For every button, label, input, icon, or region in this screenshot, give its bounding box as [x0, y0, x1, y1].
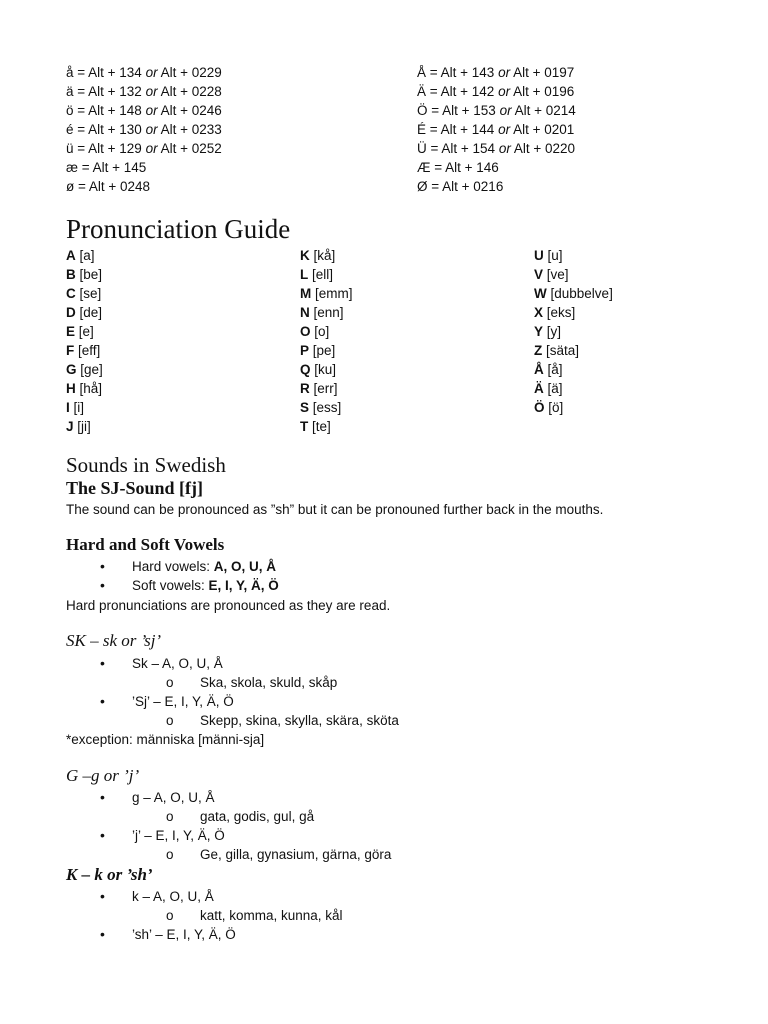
alt-code-line: æ = Alt + 145: [66, 160, 147, 175]
pronunciation: [kå]: [313, 248, 336, 263]
alt-code: Alt + 143: [440, 65, 495, 80]
or-word: or: [145, 122, 158, 137]
alt-code: Alt + 0233: [160, 122, 222, 137]
alt-code: Alt + 153: [442, 103, 496, 118]
pronunciation: [säta]: [546, 343, 580, 358]
sounds-heading: Sounds in Swedish: [66, 453, 226, 477]
alt-code-line: Ø = Alt + 0216: [417, 179, 504, 194]
alt-code: Alt + 0214: [514, 103, 576, 118]
character: å: [66, 65, 74, 80]
letter: I: [66, 400, 70, 415]
or-word: or: [145, 84, 158, 99]
alphabet-entry: [66, 379, 103, 398]
list-item: • ’Sj’ – E, I, Y, Ä, Ö: [66, 692, 399, 711]
pronunciation: [ä]: [547, 381, 563, 396]
sj-sound-heading: The SJ-Sound [fj]: [66, 478, 204, 498]
letter: U: [534, 248, 544, 263]
alphabet-entry: [300, 246, 353, 265]
alt-code: Alt + 130: [88, 122, 142, 137]
letter: S: [300, 400, 310, 415]
letter: R: [300, 381, 310, 396]
letter: W: [534, 286, 547, 301]
alt-code: Alt + 144: [440, 122, 495, 137]
vowels-list: [66, 557, 279, 595]
alt-code-line: ä = Alt + 132 or Alt + 0228: [66, 84, 222, 99]
pronunciation: [ess]: [312, 400, 342, 415]
alt-code: Alt + 0229: [160, 65, 222, 80]
letter: A: [66, 248, 76, 263]
letter: Ö: [534, 400, 545, 415]
pronunciation: [ell]: [312, 267, 334, 282]
hard-pronunciation-note: Hard pronunciations are pronounced as they are read.: [66, 598, 391, 613]
pronunciation: [enn]: [313, 305, 344, 320]
character: Ü: [417, 141, 427, 156]
character: ü: [66, 141, 74, 156]
alt-code-line: Å = Alt + 143 or Alt + 0197: [417, 65, 575, 80]
letter: D: [66, 305, 76, 320]
pronunciation: [pe]: [312, 343, 336, 358]
alphabet-column-2: [300, 246, 353, 436]
alt-code: Alt + 0216: [442, 179, 504, 194]
alt-codes-uppercase: [417, 63, 576, 196]
or-word: or: [145, 141, 158, 156]
exception-note: *exception: människa [männi-sja]: [66, 732, 265, 747]
letter: F: [66, 343, 75, 358]
alphabet-entry: [66, 341, 103, 360]
or-word: or: [498, 84, 511, 99]
alphabet-entry: [534, 284, 613, 303]
letter: P: [300, 343, 310, 358]
letter: X: [534, 305, 544, 320]
sk-list: [66, 654, 399, 730]
alphabet-entry: [534, 379, 613, 398]
character: ä: [66, 84, 74, 99]
alphabet-entry: [300, 360, 353, 379]
alphabet-entry: [300, 417, 353, 436]
or-word: or: [498, 65, 511, 80]
pronunciation: [eff]: [78, 343, 101, 358]
alt-code-line: ø = Alt + 0248: [66, 179, 151, 194]
pronunciation: [emm]: [315, 286, 353, 301]
alt-code-line: É = Alt + 144 or Alt + 0201: [417, 122, 575, 137]
pronunciation: [be]: [79, 267, 103, 282]
pronunciation: [ge]: [80, 362, 103, 377]
pronunciation: [ku]: [314, 362, 337, 377]
pronunciation: [å]: [547, 362, 563, 377]
list-item: • Sk – A, O, U, Å: [66, 654, 399, 673]
k-heading: K – k or ’sh’: [66, 865, 153, 884]
character: Å: [417, 65, 427, 80]
pronunciation: [a]: [79, 248, 95, 263]
alt-code-line: ö = Alt + 148 or Alt + 0246: [66, 103, 222, 118]
alphabet-column-1: [66, 246, 103, 436]
pronunciation: [ji]: [77, 419, 91, 434]
sub-list-item: o gata, godis, gul, gå: [66, 807, 391, 826]
character: Ä: [417, 84, 427, 99]
pronunciation: [u]: [547, 248, 563, 263]
alphabet-entry: [534, 341, 613, 360]
alt-code: Alt + 129: [88, 141, 142, 156]
letter: Y: [534, 324, 544, 339]
letter: C: [66, 286, 76, 301]
alt-code: Alt + 145: [92, 160, 147, 175]
alphabet-entry: [300, 341, 353, 360]
pronunciation: [e]: [78, 324, 94, 339]
alt-code: Alt + 132: [88, 84, 142, 99]
g-list: [66, 788, 391, 864]
g-heading: G –g or ’j’: [66, 766, 140, 785]
letter: Å: [534, 362, 544, 377]
letter: G: [66, 362, 77, 377]
pronunciation: [eks]: [546, 305, 576, 320]
alphabet-entry: [300, 398, 353, 417]
or-word: or: [498, 141, 511, 156]
list-item: [66, 576, 279, 595]
character: Ö: [417, 103, 428, 118]
character: Ø: [417, 179, 428, 194]
letter: O: [300, 324, 311, 339]
list-item: [66, 557, 279, 576]
alt-code-line: Ü = Alt + 154 or Alt + 0220: [417, 141, 576, 156]
or-word: or: [499, 103, 512, 118]
sub-list-item: o Ska, skola, skuld, skåp: [66, 673, 399, 692]
sj-sound-text: The sound can be pronounced as ”sh” but it can be pronouned further back in the mouths.: [66, 502, 604, 517]
k-list: [66, 887, 343, 944]
pronunciation: [ö]: [548, 400, 564, 415]
alphabet-entry: [66, 417, 103, 436]
list-item: • k – A, O, U, Å: [66, 887, 343, 906]
alphabet-entry: [66, 322, 103, 341]
alt-code: Alt + 142: [440, 84, 495, 99]
alt-code: Alt + 0246: [160, 103, 222, 118]
hard-vowels-value: A, O, U, Å: [213, 559, 277, 574]
alphabet-entry: [534, 246, 613, 265]
alphabet-entry: [66, 265, 103, 284]
character: æ: [66, 160, 79, 175]
alt-code: Alt + 134: [88, 65, 142, 80]
list-item: • ’sh’ – E, I, Y, Ä, Ö: [66, 925, 343, 944]
alt-code: Alt + 154: [441, 141, 496, 156]
alt-code: Alt + 0201: [513, 122, 575, 137]
alphabet-entry: [66, 303, 103, 322]
pronunciation: [hå]: [79, 381, 103, 396]
alt-code: Alt + 0220: [513, 141, 576, 156]
alt-code: Alt + 0197: [513, 65, 575, 80]
pronunciation: [se]: [79, 286, 102, 301]
pronunciation: [i]: [73, 400, 85, 415]
alt-code-line: Æ = Alt + 146: [417, 160, 499, 175]
sub-list-item: o Skepp, skina, skylla, skära, sköta: [66, 711, 399, 730]
alphabet-entry: [66, 246, 103, 265]
letter: K: [300, 248, 310, 263]
alt-code: Alt + 148: [88, 103, 142, 118]
letter: T: [300, 419, 309, 434]
character: Æ: [417, 160, 431, 175]
pronunciation-guide-title: Pronunciation Guide: [66, 214, 291, 244]
character: É: [417, 122, 427, 137]
pronunciation: [ve]: [546, 267, 569, 282]
pronunciation: [de]: [79, 305, 103, 320]
alt-code: Alt + 0196: [513, 84, 575, 99]
alt-code: Alt + 0248: [88, 179, 151, 194]
letter: N: [300, 305, 310, 320]
or-word: or: [145, 65, 158, 80]
pronunciation: [err]: [313, 381, 338, 396]
alphabet-entry: [534, 322, 613, 341]
soft-vowels-label: Soft vowels:: [132, 578, 209, 593]
alphabet-entry: [534, 360, 613, 379]
alphabet-entry: [534, 303, 613, 322]
pronunciation: [te]: [312, 419, 331, 434]
alt-code: Alt + 0228: [160, 84, 222, 99]
alphabet-entry: [300, 284, 353, 303]
sub-list-item: o katt, komma, kunna, kål: [66, 906, 343, 925]
soft-vowels-value: E, I, Y, Ä, Ö: [208, 578, 279, 593]
sub-list-item: o Ge, gilla, gynasium, gärna, göra: [66, 845, 391, 864]
alt-code-line: ü = Alt + 129 or Alt + 0252: [66, 141, 222, 156]
alt-codes-lowercase: [66, 63, 222, 196]
alphabet-entry: [300, 265, 353, 284]
letter: M: [300, 286, 312, 301]
alt-code-line: Ä = Alt + 142 or Alt + 0196: [417, 84, 575, 99]
character: ö: [66, 103, 74, 118]
character: é: [66, 122, 74, 137]
letter: Q: [300, 362, 311, 377]
alphabet-entry: [300, 303, 353, 322]
alphabet-entry: [534, 398, 613, 417]
letter: J: [66, 419, 74, 434]
alt-code-line: Ö = Alt + 153 or Alt + 0214: [417, 103, 576, 118]
alt-code: Alt + 146: [445, 160, 499, 175]
letter: Ä: [534, 381, 544, 396]
alt-code-line: é = Alt + 130 or Alt + 0233: [66, 122, 222, 137]
alt-code-line: å = Alt + 134 or Alt + 0229: [66, 65, 222, 80]
alt-code: Alt + 0252: [160, 141, 222, 156]
pronunciation: [y]: [546, 324, 562, 339]
letter: L: [300, 267, 309, 282]
alphabet-entry: [534, 265, 613, 284]
hard-vowels-label: Hard vowels:: [132, 559, 214, 574]
letter: V: [534, 267, 544, 282]
or-word: or: [498, 122, 511, 137]
alphabet-entry: [66, 398, 103, 417]
pronunciation: [o]: [314, 324, 330, 339]
pronunciation: [dubbelve]: [550, 286, 613, 301]
vowels-heading: Hard and Soft Vowels: [66, 535, 225, 554]
alphabet-column-3: [534, 246, 613, 417]
letter: E: [66, 324, 76, 339]
alphabet-entry: [300, 379, 353, 398]
letter: B: [66, 267, 76, 282]
sk-heading: SK – sk or ’sj’: [66, 631, 162, 650]
list-item: • g – A, O, U, Å: [66, 788, 391, 807]
alphabet-entry: [66, 360, 103, 379]
list-item: • ’j’ – E, I, Y, Ä, Ö: [66, 826, 391, 845]
letter: H: [66, 381, 76, 396]
character: ø: [66, 179, 75, 194]
alphabet-entry: [300, 322, 353, 341]
or-word: or: [145, 103, 158, 118]
alphabet-entry: [66, 284, 103, 303]
letter: Z: [534, 343, 543, 358]
